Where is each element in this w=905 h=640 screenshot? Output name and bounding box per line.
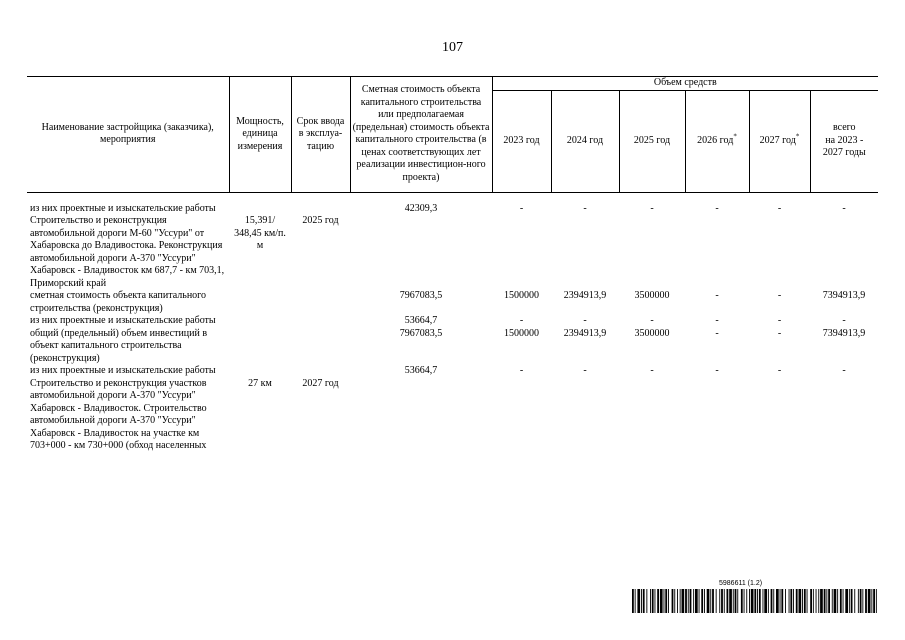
- row-deadline: 2025 год: [302, 215, 339, 226]
- row-name: из них проектные и изыскательские работы: [30, 315, 216, 326]
- row-2025: [619, 215, 685, 290]
- row-capacity: [229, 328, 291, 366]
- row-name: из них проектные и изыскательские работы: [30, 202, 216, 214]
- row-deadline: [291, 328, 350, 366]
- row-2025: [619, 378, 685, 453]
- table-row: [27, 328, 878, 366]
- table-row: [27, 365, 878, 378]
- row-2027: -: [777, 327, 782, 339]
- row-2025: -: [650, 202, 654, 214]
- header-name: Наименование застройщика (заказчика), мероприятия: [27, 77, 229, 193]
- row-2025: -: [650, 365, 654, 376]
- row-2023: -: [519, 202, 524, 214]
- row-deadline: [291, 315, 350, 328]
- row-2027: -: [777, 202, 782, 214]
- header-estimated-cost: Сметная стоимость объекта капитального строительства или предполагаемая (предельная) стоимость объекта капитального строительства (в ценах соответствующих лет реализации инвестицион-ного проекта): [350, 77, 492, 193]
- page-number: 107: [442, 40, 463, 55]
- barcode-id: 5986611 (1.2): [719, 580, 763, 587]
- row-2027: [749, 215, 810, 290]
- header-deadline: Срок ввода в эксплуа-тацию: [291, 77, 350, 193]
- table-row: [27, 315, 878, 328]
- header-2023: 2023 год: [492, 90, 551, 192]
- row-2023: [492, 215, 551, 290]
- row-2025: 3500000: [634, 327, 670, 339]
- header-2027: [749, 90, 810, 192]
- row-2024: 2394913,9: [563, 327, 607, 339]
- header-2026: [685, 90, 749, 192]
- row-total: 7394913,9: [822, 327, 866, 339]
- row-2026: -: [715, 290, 719, 301]
- header-total: [810, 90, 878, 192]
- table-row: [27, 290, 878, 315]
- row-2026: -: [715, 315, 719, 326]
- row-2027: -: [777, 315, 782, 326]
- row-total: 7394913,9: [822, 290, 866, 301]
- row-deadline: 2027 год: [302, 377, 339, 389]
- row-2027: [749, 378, 810, 453]
- row-name: общий (предельный) объем инвестиций в объект капитального строительства (реконструкция): [30, 327, 208, 364]
- row-name: сметная стоимость объекта капитального строительства (реконструкция): [30, 290, 207, 314]
- row-name: Строительство и реконструкция автомобильной дороги М-60 "Уссури" от Хабаровска до Владивостока. Реконструкция автомобильной дороги А-370 "Уссури" Хабаровск - Владивосток км 687,7 - км 703,1, Приморский край: [30, 215, 225, 289]
- row-2024: -: [583, 315, 587, 326]
- row-2024: 2394913,9: [563, 290, 607, 301]
- barcode-image: [632, 589, 878, 613]
- row-2025: 3500000: [634, 290, 670, 301]
- row-deadline: [291, 203, 350, 216]
- row-capacity: [229, 203, 291, 216]
- row-2023: -: [519, 315, 524, 326]
- row-cost: 7967083,5: [399, 290, 443, 301]
- header-total-line: 2027 годы: [822, 147, 866, 159]
- row-2024: [551, 378, 619, 453]
- row-2023: 1500000: [504, 327, 539, 339]
- row-2023: -: [519, 365, 524, 376]
- header-2026-label: 2026 год: [697, 134, 734, 146]
- row-deadline: [291, 290, 350, 315]
- header-total-line: на 2023 -: [825, 134, 864, 146]
- row-2027: -: [777, 365, 782, 376]
- row-2026: -: [715, 327, 719, 339]
- table-row: [27, 378, 878, 453]
- row-2026: -: [715, 202, 719, 214]
- row-total: -: [842, 315, 846, 326]
- row-2024: -: [583, 365, 587, 376]
- row-name: Строительство и реконструкция участков автомобильной дороги А-370 "Уссури" Хабаровск - Владивосток. Строительство автомобильной дороги А-370 "Уссури" Хабаровск - Владивосток на участке км 703+000 - км 730+000 (обход населенных: [30, 377, 207, 451]
- header-funds: Объем средств: [492, 77, 878, 91]
- row-2027: -: [777, 290, 782, 301]
- row-cost: 7967083,5: [399, 327, 443, 339]
- row-2026: [685, 378, 749, 453]
- row-total: [810, 378, 878, 453]
- row-capacity: [229, 315, 291, 328]
- row-2026: [685, 215, 749, 290]
- row-2025: -: [650, 315, 654, 326]
- row-deadline: [291, 365, 350, 378]
- row-cost: [350, 378, 492, 453]
- row-cost: 42309,3: [404, 202, 438, 214]
- budget-table: [27, 76, 878, 453]
- row-2026: -: [715, 365, 719, 376]
- row-2024: [551, 215, 619, 290]
- header-2027-label: 2027 год: [759, 134, 796, 146]
- header-total-line: всего: [833, 122, 856, 134]
- row-cost: 53664,7: [404, 315, 438, 326]
- row-2024: -: [583, 202, 587, 214]
- row-capacity: [229, 290, 291, 315]
- header-capacity: Мощность, единица измерения: [229, 77, 291, 193]
- row-cost: [350, 215, 492, 290]
- row-capacity: [229, 365, 291, 378]
- row-cost: 53664,7: [404, 365, 438, 376]
- row-capacity: 27 км: [248, 377, 272, 389]
- row-total: -: [842, 202, 846, 214]
- row-2023: [492, 378, 551, 453]
- header-2025: 2025 год: [619, 90, 685, 192]
- table-row: [27, 215, 878, 290]
- footnote-mark: *: [795, 132, 800, 141]
- row-total: [810, 215, 878, 290]
- row-capacity: 15,391/ 348,45 км/п. м: [234, 215, 286, 251]
- row-name: из них проектные и изыскательские работы: [30, 365, 216, 376]
- table-row: [27, 203, 878, 216]
- row-2023: 1500000: [504, 290, 539, 301]
- row-total: -: [842, 365, 846, 376]
- footnote-mark: *: [733, 132, 737, 141]
- header-2024: 2024 год: [551, 90, 619, 192]
